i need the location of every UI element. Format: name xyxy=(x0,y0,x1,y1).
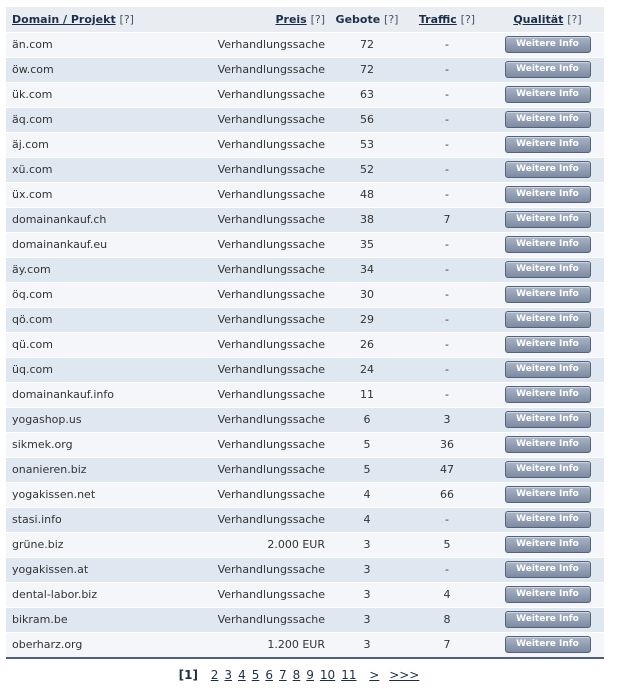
sort-quality-link[interactable]: Qualität xyxy=(513,12,564,26)
bids-cell: 72 xyxy=(331,57,403,82)
bids-cell: 24 xyxy=(331,357,403,382)
traffic-cell: - xyxy=(403,232,491,257)
table-row xyxy=(6,357,604,382)
traffic-cell: 36 xyxy=(403,432,491,457)
more-info-button[interactable]: Weitere Info xyxy=(505,161,591,178)
domain-cell[interactable]: än.com xyxy=(6,32,196,57)
quality-cell xyxy=(491,107,604,132)
price-cell: Verhandlungssache xyxy=(196,607,331,632)
domain-listing xyxy=(6,7,604,659)
table-row xyxy=(6,457,604,482)
bids-cell: 3 xyxy=(331,557,403,582)
domain-cell[interactable]: öw.com xyxy=(6,57,196,82)
more-info-button[interactable]: Weitere Info xyxy=(505,136,591,153)
more-info-button[interactable]: Weitere Info xyxy=(505,536,591,553)
price-cell: Verhandlungssache xyxy=(196,82,331,107)
table-header-row xyxy=(6,7,604,32)
traffic-cell: - xyxy=(403,332,491,357)
quality-cell xyxy=(491,582,604,607)
bids-cell: 3 xyxy=(331,632,403,657)
domain-cell[interactable]: oberharz.org xyxy=(6,632,196,657)
domain-cell[interactable]: xü.com xyxy=(6,157,196,182)
bids-cell: 48 xyxy=(331,182,403,207)
sort-traffic-link[interactable]: Traffic xyxy=(418,12,457,26)
price-cell: Verhandlungssache xyxy=(196,332,331,357)
domain-cell[interactable]: yogakissen.net xyxy=(6,482,196,507)
traffic-cell: - xyxy=(403,157,491,182)
domain-cell[interactable]: sikmek.org xyxy=(6,432,196,457)
help-price[interactable]: [?] xyxy=(310,12,325,26)
domain-cell[interactable]: dental-labor.biz xyxy=(6,582,196,607)
table-row xyxy=(6,207,604,232)
page-link[interactable]: 5 xyxy=(251,668,260,682)
quality-cell xyxy=(491,57,604,82)
pagination xyxy=(0,668,598,682)
table-bottom-border xyxy=(6,657,604,659)
quality-cell xyxy=(491,432,604,457)
quality-cell xyxy=(491,457,604,482)
bids-cell: 5 xyxy=(331,457,403,482)
traffic-cell: - xyxy=(403,107,491,132)
table-body xyxy=(6,32,604,657)
more-info-button[interactable]: Weitere Info xyxy=(505,386,591,403)
traffic-cell: 66 xyxy=(403,482,491,507)
page-link[interactable]: 2 xyxy=(210,668,219,682)
table-row xyxy=(6,82,604,107)
quality-cell xyxy=(491,32,604,57)
table-row xyxy=(6,557,604,582)
table-row xyxy=(6,107,604,132)
bids-cell: 53 xyxy=(331,132,403,157)
page-link[interactable]: 4 xyxy=(238,668,246,682)
bids-cell: 3 xyxy=(331,607,403,632)
bids-cell: 26 xyxy=(331,332,403,357)
quality-cell xyxy=(491,332,604,357)
price-cell: Verhandlungssache xyxy=(196,457,331,482)
traffic-cell: 4 xyxy=(403,582,491,607)
traffic-cell: 7 xyxy=(403,207,491,232)
quality-cell xyxy=(491,607,604,632)
domain-cell[interactable]: qü.com xyxy=(6,332,196,357)
domain-cell[interactable]: yogashop.us xyxy=(6,407,196,432)
bids-cell: 3 xyxy=(331,532,403,557)
traffic-cell: - xyxy=(403,32,491,57)
more-info-button[interactable]: Weitere Info xyxy=(505,411,591,428)
traffic-cell: - xyxy=(403,182,491,207)
price-cell: Verhandlungssache xyxy=(196,582,331,607)
sort-domain-link[interactable]: Domain / Projekt xyxy=(12,12,116,26)
quality-cell xyxy=(491,207,604,232)
more-info-button[interactable]: Weitere Info xyxy=(505,61,591,78)
traffic-cell: - xyxy=(403,357,491,382)
more-info-button[interactable]: Weitere Info xyxy=(505,561,591,578)
quality-cell xyxy=(491,282,604,307)
domain-cell[interactable]: äq.com xyxy=(6,107,196,132)
quality-cell xyxy=(491,357,604,382)
more-info-button[interactable]: Weitere Info xyxy=(505,261,591,278)
domain-cell[interactable]: qö.com xyxy=(6,307,196,332)
traffic-cell: - xyxy=(403,557,491,582)
domain-cell[interactable]: domainankauf.info xyxy=(6,382,196,407)
price-cell: 1.200 EUR xyxy=(196,632,331,657)
table-row xyxy=(6,332,604,357)
more-info-button[interactable]: Weitere Info xyxy=(505,286,591,303)
domain-cell[interactable]: üx.com xyxy=(6,182,196,207)
page-link[interactable]: 9 xyxy=(306,668,314,682)
bids-cell: 30 xyxy=(331,282,403,307)
more-info-button[interactable]: Weitere Info xyxy=(505,361,591,378)
bids-cell: 29 xyxy=(331,307,403,332)
table-row xyxy=(6,582,604,607)
traffic-cell: - xyxy=(403,507,491,532)
more-info-button[interactable]: Weitere Info xyxy=(505,186,591,203)
domain-cell[interactable]: üq.com xyxy=(6,357,196,382)
price-cell: Verhandlungssache xyxy=(196,407,331,432)
domain-cell[interactable]: grüne.biz xyxy=(6,532,196,557)
price-cell: Verhandlungssache xyxy=(196,257,331,282)
more-info-button[interactable]: Weitere Info xyxy=(505,86,591,103)
sort-price-link[interactable]: Preis xyxy=(275,12,307,26)
header-quality xyxy=(491,7,604,32)
quality-cell xyxy=(491,507,604,532)
quality-cell xyxy=(491,257,604,282)
header-traffic xyxy=(403,7,491,32)
more-info-button[interactable]: Weitere Info xyxy=(505,611,591,628)
domain-cell[interactable]: bikram.be xyxy=(6,607,196,632)
bids-cell: 11 xyxy=(331,382,403,407)
table-row xyxy=(6,132,604,157)
help-bids[interactable]: [?] xyxy=(384,12,399,26)
domain-cell[interactable]: stasi.info xyxy=(6,507,196,532)
domain-cell[interactable]: ük.com xyxy=(6,82,196,107)
quality-cell xyxy=(491,307,604,332)
traffic-cell: - xyxy=(403,57,491,82)
more-info-button[interactable]: Weitere Info xyxy=(505,511,591,528)
traffic-cell: 47 xyxy=(403,457,491,482)
bids-cell: 35 xyxy=(331,232,403,257)
quality-cell xyxy=(491,182,604,207)
more-info-button[interactable]: Weitere Info xyxy=(505,486,591,503)
page-current: [1] xyxy=(178,668,198,682)
bids-cell: 4 xyxy=(331,507,403,532)
quality-cell xyxy=(491,407,604,432)
more-info-button[interactable]: Weitere Info xyxy=(505,236,591,253)
page-link[interactable]: 8 xyxy=(292,668,301,682)
more-info-button[interactable]: Weitere Info xyxy=(505,436,591,453)
more-info-button[interactable]: Weitere Info xyxy=(505,111,591,128)
traffic-cell: 5 xyxy=(403,532,491,557)
quality-cell xyxy=(491,557,604,582)
domain-cell[interactable]: öq.com xyxy=(6,282,196,307)
price-cell: Verhandlungssache xyxy=(196,482,331,507)
price-cell: Verhandlungssache xyxy=(196,57,331,82)
domain-cell[interactable]: äj.com xyxy=(6,132,196,157)
table-row xyxy=(6,607,604,632)
price-cell: Verhandlungssache xyxy=(196,357,331,382)
table-row xyxy=(6,307,604,332)
traffic-cell: - xyxy=(403,307,491,332)
table-row xyxy=(6,232,604,257)
more-info-button[interactable]: Weitere Info xyxy=(505,311,591,328)
more-info-button[interactable]: Weitere Info xyxy=(505,211,591,228)
page-next-link[interactable]: > xyxy=(369,668,380,682)
price-cell: Verhandlungssache xyxy=(196,157,331,182)
traffic-cell: - xyxy=(403,82,491,107)
quality-cell xyxy=(491,532,604,557)
quality-cell xyxy=(491,632,604,657)
price-cell: Verhandlungssache xyxy=(196,432,331,457)
domain-cell[interactable]: onanieren.biz xyxy=(6,457,196,482)
price-cell: Verhandlungssache xyxy=(196,207,331,232)
table-row xyxy=(6,482,604,507)
page-link[interactable]: 6 xyxy=(265,668,273,682)
quality-cell xyxy=(491,232,604,257)
price-cell: Verhandlungssache xyxy=(196,557,331,582)
bids-cell: 34 xyxy=(331,257,403,282)
help-domain[interactable]: [?] xyxy=(119,12,134,26)
header-price xyxy=(196,7,331,32)
page-link[interactable]: 3 xyxy=(224,668,233,682)
table-row xyxy=(6,32,604,57)
page-link[interactable]: 11 xyxy=(341,668,357,682)
bids-cell: 4 xyxy=(331,482,403,507)
domain-cell[interactable]: yogakissen.at xyxy=(6,557,196,582)
table-row xyxy=(6,157,604,182)
table-row xyxy=(6,632,604,657)
bids-cell: 52 xyxy=(331,157,403,182)
price-cell: Verhandlungssache xyxy=(196,132,331,157)
page-links xyxy=(208,668,360,682)
domain-cell[interactable]: domainankauf.eu xyxy=(6,232,196,257)
domain-table xyxy=(6,7,604,657)
quality-cell xyxy=(491,482,604,507)
header-domain xyxy=(6,7,196,32)
traffic-cell: 8 xyxy=(403,607,491,632)
price-cell: 2.000 EUR xyxy=(196,532,331,557)
more-info-button[interactable]: Weitere Info xyxy=(505,586,591,603)
more-info-button[interactable]: Weitere Info xyxy=(505,636,591,653)
price-cell: Verhandlungssache xyxy=(196,232,331,257)
bids-cell: 63 xyxy=(331,82,403,107)
help-traffic[interactable]: [?] xyxy=(460,12,476,26)
price-cell: Verhandlungssache xyxy=(196,182,331,207)
table-row xyxy=(6,182,604,207)
traffic-cell: 3 xyxy=(403,407,491,432)
more-info-button[interactable]: Weitere Info xyxy=(505,461,591,478)
domain-cell[interactable]: domainankauf.ch xyxy=(6,207,196,232)
price-cell: Verhandlungssache xyxy=(196,507,331,532)
bids-cell: 72 xyxy=(331,32,403,57)
more-info-button[interactable]: Weitere Info xyxy=(505,336,591,353)
table-row xyxy=(6,407,604,432)
page-link[interactable]: 10 xyxy=(319,668,336,682)
price-cell: Verhandlungssache xyxy=(196,307,331,332)
table-row xyxy=(6,282,604,307)
traffic-cell: - xyxy=(403,257,491,282)
table-row xyxy=(6,257,604,282)
table-row xyxy=(6,382,604,407)
price-cell: Verhandlungssache xyxy=(196,107,331,132)
bids-cell: 56 xyxy=(331,107,403,132)
domain-cell[interactable]: äy.com xyxy=(6,257,196,282)
page-last-link[interactable]: >>> xyxy=(389,668,420,682)
traffic-cell: - xyxy=(403,382,491,407)
price-cell: Verhandlungssache xyxy=(196,382,331,407)
table-row xyxy=(6,532,604,557)
bids-cell: 5 xyxy=(331,432,403,457)
bids-label: Gebote xyxy=(335,12,381,26)
traffic-cell: - xyxy=(403,282,491,307)
help-quality[interactable]: [?] xyxy=(567,12,582,26)
header-bids xyxy=(331,7,403,32)
quality-cell xyxy=(491,82,604,107)
price-cell: Verhandlungssache xyxy=(196,32,331,57)
bids-cell: 38 xyxy=(331,207,403,232)
traffic-cell: 7 xyxy=(403,632,491,657)
quality-cell xyxy=(491,132,604,157)
table-row xyxy=(6,57,604,82)
traffic-cell: - xyxy=(403,132,491,157)
table-row xyxy=(6,507,604,532)
more-info-button[interactable]: Weitere Info xyxy=(505,36,591,53)
quality-cell xyxy=(491,382,604,407)
bids-cell: 6 xyxy=(331,407,403,432)
page-link[interactable]: 7 xyxy=(278,668,287,682)
price-cell: Verhandlungssache xyxy=(196,282,331,307)
bids-cell: 3 xyxy=(331,582,403,607)
table-row xyxy=(6,432,604,457)
quality-cell xyxy=(491,157,604,182)
